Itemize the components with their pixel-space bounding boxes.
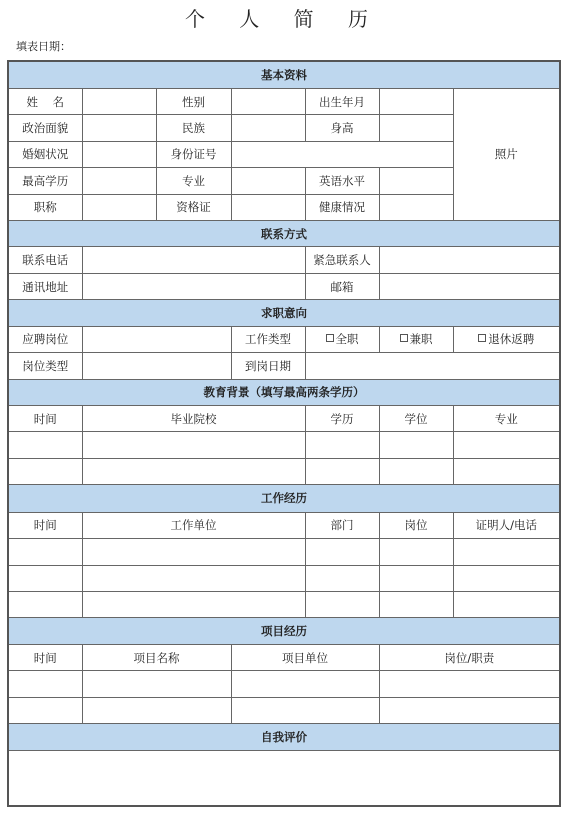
table-row <box>8 539 560 565</box>
field-emergency[interactable] <box>379 247 560 273</box>
work-cell[interactable] <box>82 565 305 591</box>
photo-cell[interactable]: 照片 <box>453 88 560 220</box>
label-english: 英语水平 <box>305 168 379 194</box>
label-start-date: 到岗日期 <box>231 353 305 379</box>
proj-cell[interactable] <box>82 697 231 723</box>
self-eval-field[interactable] <box>8 750 560 806</box>
edu-cell[interactable] <box>453 458 560 484</box>
field-position[interactable] <box>82 326 231 352</box>
table-row <box>8 432 560 458</box>
label-marital: 婚姻状况 <box>8 141 82 167</box>
work-cell[interactable] <box>379 565 453 591</box>
edu-cell[interactable] <box>82 432 305 458</box>
work-cell[interactable] <box>305 539 379 565</box>
edu-col-school: 毕业院校 <box>82 406 305 432</box>
work-cell[interactable] <box>82 539 305 565</box>
work-cell[interactable] <box>305 591 379 617</box>
table-row <box>8 591 560 617</box>
label-ethnicity: 民族 <box>156 115 231 141</box>
work-cell[interactable] <box>379 591 453 617</box>
field-major[interactable] <box>231 168 305 194</box>
proj-col-unit: 项目单位 <box>231 644 379 670</box>
label-position-type: 岗位类型 <box>8 353 82 379</box>
proj-cell[interactable] <box>379 697 560 723</box>
section-self-eval-heading: 自我评价 <box>8 724 560 750</box>
option-part-time[interactable] <box>379 326 453 352</box>
work-cell[interactable] <box>8 565 82 591</box>
section-contact-heading: 联系方式 <box>8 221 560 247</box>
field-education[interactable] <box>82 168 156 194</box>
label-height: 身高 <box>305 115 379 141</box>
label-address: 通讯地址 <box>8 273 82 299</box>
proj-cell[interactable] <box>8 697 82 723</box>
edu-cell[interactable] <box>379 432 453 458</box>
proj-col-name: 项目名称 <box>82 644 231 670</box>
section-work-heading: 工作经历 <box>8 485 560 512</box>
field-address[interactable] <box>82 273 305 299</box>
section-projects-heading: 项目经历 <box>8 618 560 644</box>
edu-cell[interactable] <box>8 458 82 484</box>
edu-cell[interactable] <box>305 432 379 458</box>
field-height[interactable] <box>379 115 453 141</box>
label-certificate: 资格证 <box>156 194 231 220</box>
option-retired[interactable] <box>453 326 560 352</box>
edu-col-degree: 学历 <box>305 406 379 432</box>
label-birth: 出生年月 <box>305 88 379 114</box>
work-cell[interactable] <box>453 591 560 617</box>
field-gender[interactable] <box>231 88 305 114</box>
field-start-date[interactable] <box>305 353 560 379</box>
work-cell[interactable] <box>453 539 560 565</box>
label-phone: 联系电话 <box>8 247 82 273</box>
edu-col-degree-title: 学位 <box>379 406 453 432</box>
field-name[interactable] <box>82 88 156 114</box>
work-col-reference: 证明人/电话 <box>453 512 560 538</box>
field-politics[interactable] <box>82 115 156 141</box>
label-politics: 政治面貌 <box>8 115 82 141</box>
work-col-employer: 工作单位 <box>82 512 305 538</box>
edu-cell[interactable] <box>8 432 82 458</box>
proj-cell[interactable] <box>231 671 379 697</box>
proj-col-role: 岗位/职责 <box>379 644 560 670</box>
field-health[interactable] <box>379 194 453 220</box>
work-cell[interactable] <box>305 565 379 591</box>
label-job-title: 职称 <box>8 194 82 220</box>
proj-cell[interactable] <box>379 671 560 697</box>
field-ethnicity[interactable] <box>231 115 305 141</box>
label-health: 健康情况 <box>305 194 379 220</box>
label-major: 专业 <box>156 168 231 194</box>
section-basic-heading: 基本资料 <box>8 61 560 88</box>
section-intent-heading: 求职意向 <box>8 300 560 326</box>
edu-cell[interactable] <box>82 458 305 484</box>
label-work-type: 工作类型 <box>231 326 305 352</box>
field-marital[interactable] <box>82 141 156 167</box>
label-gender: 性别 <box>156 88 231 114</box>
part-time-label: 兼职 <box>409 332 433 347</box>
retired-label: 退休返聘 <box>488 332 535 347</box>
label-name: 姓 名 <box>8 88 82 114</box>
field-english[interactable] <box>379 168 453 194</box>
work-cell[interactable] <box>379 539 453 565</box>
table-row <box>8 697 560 723</box>
label-education: 最高学历 <box>8 168 82 194</box>
table-row <box>8 565 560 591</box>
fill-date-label: 填表日期： <box>16 40 71 53</box>
proj-cell[interactable] <box>231 697 379 723</box>
field-phone[interactable] <box>82 247 305 273</box>
work-cell[interactable] <box>82 591 305 617</box>
label-emergency: 紧急联系人 <box>305 247 379 273</box>
edu-cell[interactable] <box>379 458 453 484</box>
field-birth[interactable] <box>379 88 453 114</box>
edu-col-time: 时间 <box>8 406 82 432</box>
work-col-department: 部门 <box>305 512 379 538</box>
checkbox-icon[interactable] <box>326 334 334 342</box>
option-full-time[interactable] <box>305 326 379 352</box>
edu-cell[interactable] <box>305 458 379 484</box>
proj-col-time: 时间 <box>8 644 82 670</box>
work-cell[interactable] <box>8 539 82 565</box>
work-col-position: 岗位 <box>379 512 453 538</box>
proj-cell[interactable] <box>82 671 231 697</box>
full-time-label: 全职 <box>335 332 359 347</box>
resume-table <box>7 60 561 807</box>
table-row <box>8 458 560 484</box>
field-email[interactable] <box>379 273 560 299</box>
field-certificate[interactable] <box>231 194 305 220</box>
edu-col-major: 专业 <box>453 406 560 432</box>
edu-cell[interactable] <box>453 432 560 458</box>
work-col-time: 时间 <box>8 512 82 538</box>
page-title: 个 人 简 历 <box>184 7 383 31</box>
field-job-title[interactable] <box>82 194 156 220</box>
field-id-number[interactable] <box>231 141 453 167</box>
field-position-type[interactable] <box>82 353 231 379</box>
proj-cell[interactable] <box>8 671 82 697</box>
label-id-number: 身份证号 <box>156 141 231 167</box>
work-cell[interactable] <box>8 591 82 617</box>
label-email: 邮箱 <box>305 273 379 299</box>
work-cell[interactable] <box>453 565 560 591</box>
label-position: 应聘岗位 <box>8 326 82 352</box>
checkbox-icon[interactable] <box>400 334 408 342</box>
section-education-heading: 教育背景（填写最高两条学历） <box>8 379 560 405</box>
checkbox-icon[interactable] <box>478 334 486 342</box>
table-row <box>8 671 560 697</box>
